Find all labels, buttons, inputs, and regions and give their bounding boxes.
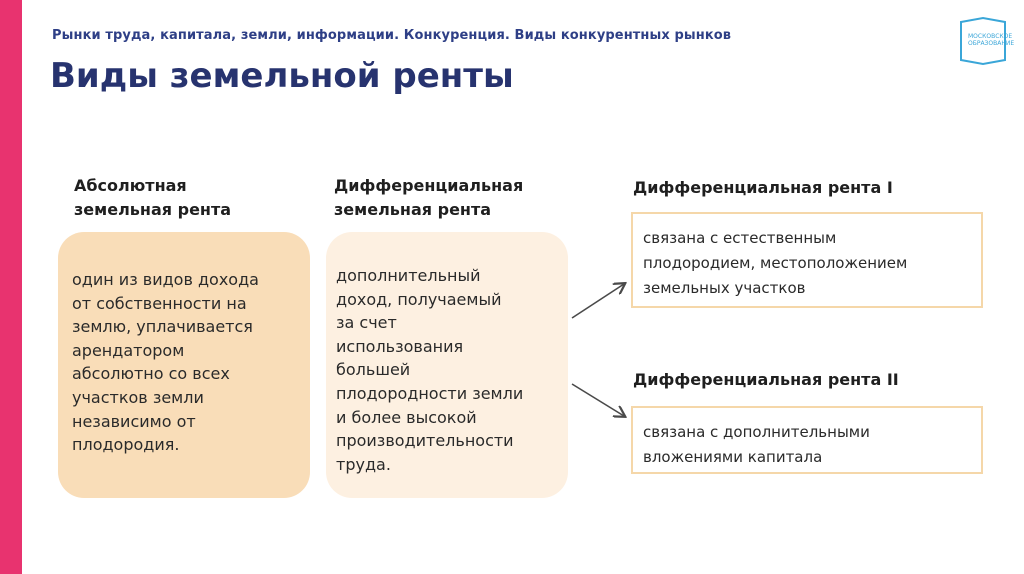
heading-line: земельная рента — [334, 200, 492, 219]
rent-1-box — [631, 212, 983, 308]
arrow-to-rent-2 — [572, 384, 624, 416]
slide-subtitle: Рынки труда, капитала, земли, информации. Конкуренция. Виды конкурентных рынков — [52, 28, 732, 43]
text-line: вложениями капитала — [643, 448, 823, 466]
text-line: участков земли — [72, 387, 204, 407]
text-line: плодородности земли — [336, 383, 524, 403]
text-line: связана с естественным — [643, 229, 837, 247]
heading-line: Дифференциальная — [334, 176, 524, 195]
text-line: один из видов дохода — [72, 270, 259, 289]
text-line: и более высокой — [336, 407, 477, 427]
text-line: земельных участков — [643, 279, 806, 297]
arrow-to-rent-1 — [572, 284, 624, 318]
rent-2-box — [631, 406, 983, 474]
logo-text-1: МОСКОВСКОЕ — [968, 33, 1013, 40]
text-line: от собственности на — [72, 293, 247, 313]
text-line: связана с дополнительными — [643, 423, 870, 441]
rent-2-heading: Дифференциальная рента II — [633, 370, 899, 389]
text-line: дополнительный — [336, 266, 481, 285]
text-line: доход, получаемый — [336, 289, 502, 309]
text-line: плодородием, местоположением — [643, 254, 908, 272]
text-line: плодородия. — [72, 435, 180, 455]
heading-line: Абсолютная — [74, 176, 187, 195]
heading-line: земельная рента — [74, 200, 232, 219]
logo-text-2: ОБРАЗОВАНИЕ — [968, 40, 1015, 47]
text-line: арендатором — [72, 340, 185, 360]
text-line: землю, уплачивается — [72, 317, 253, 337]
text-line: независимо от — [72, 411, 196, 431]
slide-title: Виды земельной ренты — [50, 56, 514, 96]
text-line: абсолютно со всех — [72, 364, 230, 384]
text-line: за счет — [336, 313, 397, 333]
text-line: производительности — [336, 431, 514, 451]
text-line: использования — [336, 336, 464, 356]
rent-1-description — [643, 226, 907, 301]
text-line: большей — [336, 360, 411, 380]
text-line: труда. — [336, 454, 391, 474]
rent-2-description — [643, 420, 870, 470]
rent-1-heading: Дифференциальная рента I — [633, 178, 893, 197]
